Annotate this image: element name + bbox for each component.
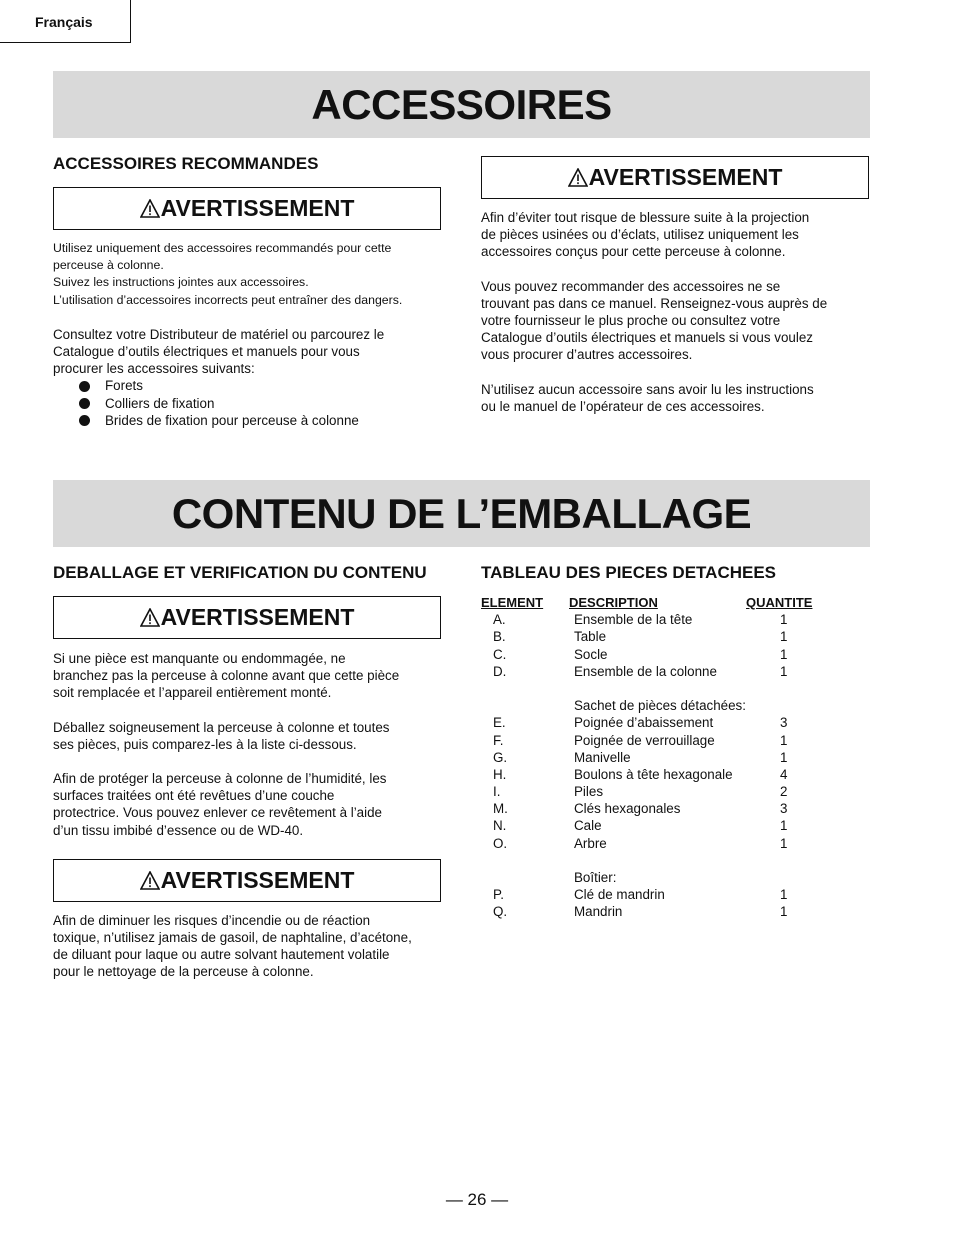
- body-text-line: accessoires conçus pour cette perceuse à colonne.: [481, 244, 786, 260]
- table-row: [481, 766, 869, 783]
- body-text-line: Afin de diminuer les risques d’incendie ou de réaction: [53, 912, 371, 928]
- parts-table-heading: TABLEAU DES PIECES DETACHEES: [481, 563, 777, 582]
- body-text-line: Afin de protéger la perceuse à colonne de l’humidité, les: [53, 771, 387, 787]
- description-cell: Poignée de verrouillage: [574, 732, 715, 748]
- warning-label: AVERTISSEMENT: [160, 604, 355, 630]
- accessoires-left-column: [53, 154, 441, 429]
- warning-box: [481, 156, 869, 199]
- body-text-line: de diluant pour laque ou autre solvant hautement volatile: [53, 947, 390, 963]
- body-text-line: trouvant pas dans ce manuel. Renseignez-vous auprès de: [481, 295, 828, 311]
- quantite-cell: 1: [780, 887, 788, 903]
- bullet-item: [53, 395, 441, 412]
- quantite-cell: 1: [780, 904, 788, 920]
- quantite-cell: 1: [780, 732, 788, 748]
- description-cell: [574, 680, 780, 697]
- body-text-line: Catalogue d’outils électriques et manuels si vous voulez: [481, 330, 813, 346]
- table-row: [481, 800, 869, 817]
- element-cell: I.: [493, 784, 501, 800]
- column-header-element: ELEMENT: [481, 595, 544, 610]
- element-cell: F.: [493, 732, 504, 748]
- body-text-line: Si une pièce est manquante ou endommagée, ne: [53, 651, 346, 666]
- table-row: [481, 749, 869, 766]
- body-text-line: protectrice. Vous pouvez enlever ce revêtement à l’aide: [53, 805, 382, 821]
- warning-text-line: Suivez les instructions jointes aux accessoires.: [53, 275, 309, 290]
- body-text-line: ou le manuel de l’opérateur de ces accessoires.: [481, 398, 765, 414]
- accessoires-right-column: [481, 156, 869, 415]
- element-cell: D.: [493, 663, 507, 679]
- description-cell: Boulons à tête hexagonale: [574, 766, 733, 782]
- warning-box: [53, 596, 441, 639]
- element-cell: N.: [493, 818, 507, 834]
- warning-label: AVERTISSEMENT: [160, 866, 355, 893]
- parts-table-body: [481, 611, 869, 920]
- element-cell: [481, 680, 574, 697]
- description-cell: Manivelle: [574, 749, 631, 765]
- quantite-cell: 1: [780, 646, 788, 662]
- table-row: [481, 732, 869, 749]
- contenu-right-column: [481, 563, 869, 921]
- description-cell: [574, 852, 780, 869]
- warning-text-line: perceuse à colonne.: [53, 258, 164, 273]
- warning-triangle-icon: [140, 608, 160, 627]
- element-cell: C.: [493, 646, 507, 662]
- description-cell: Poignée d’abaissement: [574, 715, 714, 731]
- warning-text-line: Utilisez uniquement des accessoires recommandés pour cette: [53, 241, 392, 255]
- table-row: [481, 646, 869, 663]
- element-cell: H.: [493, 766, 507, 782]
- body-text-line: pour le nettoyage de la perceuse à colonne.: [53, 964, 314, 980]
- consult-text-line: procurer les accessoires suivants:: [53, 361, 255, 377]
- body-text-line: Afin d’éviter tout risque de blessure suite à la projection: [481, 210, 810, 225]
- warning-label: AVERTISSEMENT: [588, 164, 783, 190]
- table-row: [481, 663, 869, 680]
- quantite-cell: 1: [780, 749, 788, 765]
- bullet-text: Forets: [105, 378, 143, 394]
- description-cell: Sachet de pièces détachées:: [574, 698, 746, 714]
- bullet-text: Colliers de fixation: [105, 395, 215, 411]
- warning-text-line: L’utilisation d’accessoires incorrects peut entraîner des dangers.: [53, 292, 403, 307]
- warning-triangle-icon: [568, 168, 588, 187]
- description-cell: Ensemble de la colonne: [574, 663, 717, 679]
- parts-table: [481, 594, 869, 921]
- body-text-line: Déballez soigneusement la perceuse à colonne et toutes: [53, 719, 390, 735]
- body-text-line: ses pièces, puis comparez-les à la liste ci-dessous.: [53, 736, 357, 752]
- element-cell: [481, 697, 574, 714]
- description-cell: Cale: [574, 818, 602, 834]
- table-row: [481, 611, 869, 628]
- description-cell: Ensemble de la tête: [574, 612, 693, 628]
- language-tab: Français: [0, 0, 131, 43]
- element-cell: [481, 869, 574, 886]
- description-cell: Table: [574, 629, 607, 645]
- warning-triangle-icon: [140, 871, 160, 890]
- quantite-cell: 1: [780, 629, 788, 645]
- warning-triangle-icon: [140, 199, 160, 218]
- bullet-item: [53, 412, 441, 429]
- contenu-banner: CONTENU DE L’EMBALLAGE: [53, 480, 870, 547]
- warning-box: [53, 859, 441, 902]
- body-text-line: soit remplacée et l’appareil entièrement monté.: [53, 685, 332, 701]
- element-cell: E.: [493, 715, 506, 731]
- body-text-line: vous procurer d’autres accessoires.: [481, 347, 693, 363]
- bullet-item: [53, 377, 441, 394]
- body-text-line: votre fournisseur le plus proche ou consultez votre: [481, 313, 781, 329]
- element-cell: Q.: [493, 904, 508, 920]
- accessoires-banner: ACCESSOIRES: [53, 71, 870, 138]
- description-cell: Boîtier:: [574, 870, 617, 885]
- table-row: [481, 697, 869, 714]
- quantite-cell: [780, 852, 820, 869]
- description-cell: Socle: [574, 646, 608, 662]
- bullet-dot-icon: [79, 381, 90, 392]
- quantite-cell: [780, 680, 820, 697]
- element-cell: O.: [493, 835, 508, 851]
- parts-table-header: [481, 594, 869, 611]
- body-text-line: toxique, n’utilisez jamais de gasoil, de naphtaline, d’acétone,: [53, 930, 412, 946]
- warning-box: [53, 187, 441, 230]
- column-header-quantite: QUANTITE: [746, 595, 813, 610]
- body-text-line: branchez pas la perceuse à colonne avant que cette pièce: [53, 668, 400, 684]
- quantite-cell: 1: [780, 835, 788, 851]
- description-cell: Mandrin: [574, 904, 623, 920]
- quantite-cell: 3: [780, 801, 788, 817]
- contenu-left-column: [53, 563, 441, 981]
- table-row: [481, 886, 869, 903]
- quantite-cell: 1: [780, 612, 788, 628]
- element-cell: [481, 852, 574, 869]
- quantite-cell: 1: [780, 818, 788, 834]
- table-row: [481, 680, 869, 697]
- description-cell: Clé de mandrin: [574, 887, 665, 903]
- quantite-cell: [780, 697, 820, 714]
- page-number: — 26 —: [445, 1190, 509, 1209]
- table-row: [481, 835, 869, 852]
- table-row: [481, 714, 869, 731]
- body-text-line: d’un tissu imbibé d’essence ou de WD-40.: [53, 822, 304, 838]
- quantite-cell: [780, 869, 820, 886]
- body-text-line: surfaces traitées ont été revêtues d’une couche: [53, 788, 335, 804]
- accessoires-recommandes-heading: ACCESSOIRES RECOMMANDES: [53, 154, 319, 173]
- table-row: [481, 783, 869, 800]
- element-cell: M.: [493, 801, 508, 817]
- quantite-cell: 2: [780, 784, 788, 800]
- element-cell: P.: [493, 887, 504, 903]
- bullet-dot-icon: [79, 415, 90, 426]
- table-row: [481, 852, 869, 869]
- bullet-dot-icon: [79, 398, 90, 409]
- bullet-text: Brides de fixation pour perceuse à colonne: [105, 412, 359, 428]
- table-row: [481, 817, 869, 834]
- consult-text-line: Consultez votre Distributeur de matériel ou parcourez le: [53, 326, 385, 342]
- table-row: [481, 628, 869, 645]
- quantite-cell: 4: [780, 766, 788, 782]
- quantite-cell: 3: [780, 715, 788, 731]
- element-cell: G.: [493, 749, 508, 765]
- body-text-line: N’utilisez aucun accessoire sans avoir lu les instructions: [481, 381, 814, 397]
- warning-label: AVERTISSEMENT: [160, 195, 355, 221]
- column-header-description: DESCRIPTION: [569, 595, 658, 610]
- deballage-heading: DEBALLAGE ET VERIFICATION DU CONTENU: [53, 563, 427, 582]
- description-cell: Arbre: [574, 835, 607, 851]
- description-cell: Clés hexagonales: [574, 801, 681, 817]
- consult-text-line: Catalogue d’outils électriques et manuels pour vous: [53, 344, 360, 360]
- body-text-line: Vous pouvez recommander des accessoires ne se: [481, 278, 781, 294]
- description-cell: Piles: [574, 784, 604, 800]
- element-cell: A.: [493, 612, 506, 628]
- element-cell: B.: [493, 629, 506, 645]
- table-row: [481, 869, 869, 886]
- body-text-line: de pièces usinées ou d’éclats, utilisez uniquement les: [481, 227, 799, 243]
- quantite-cell: 1: [780, 663, 788, 679]
- table-row: [481, 903, 869, 920]
